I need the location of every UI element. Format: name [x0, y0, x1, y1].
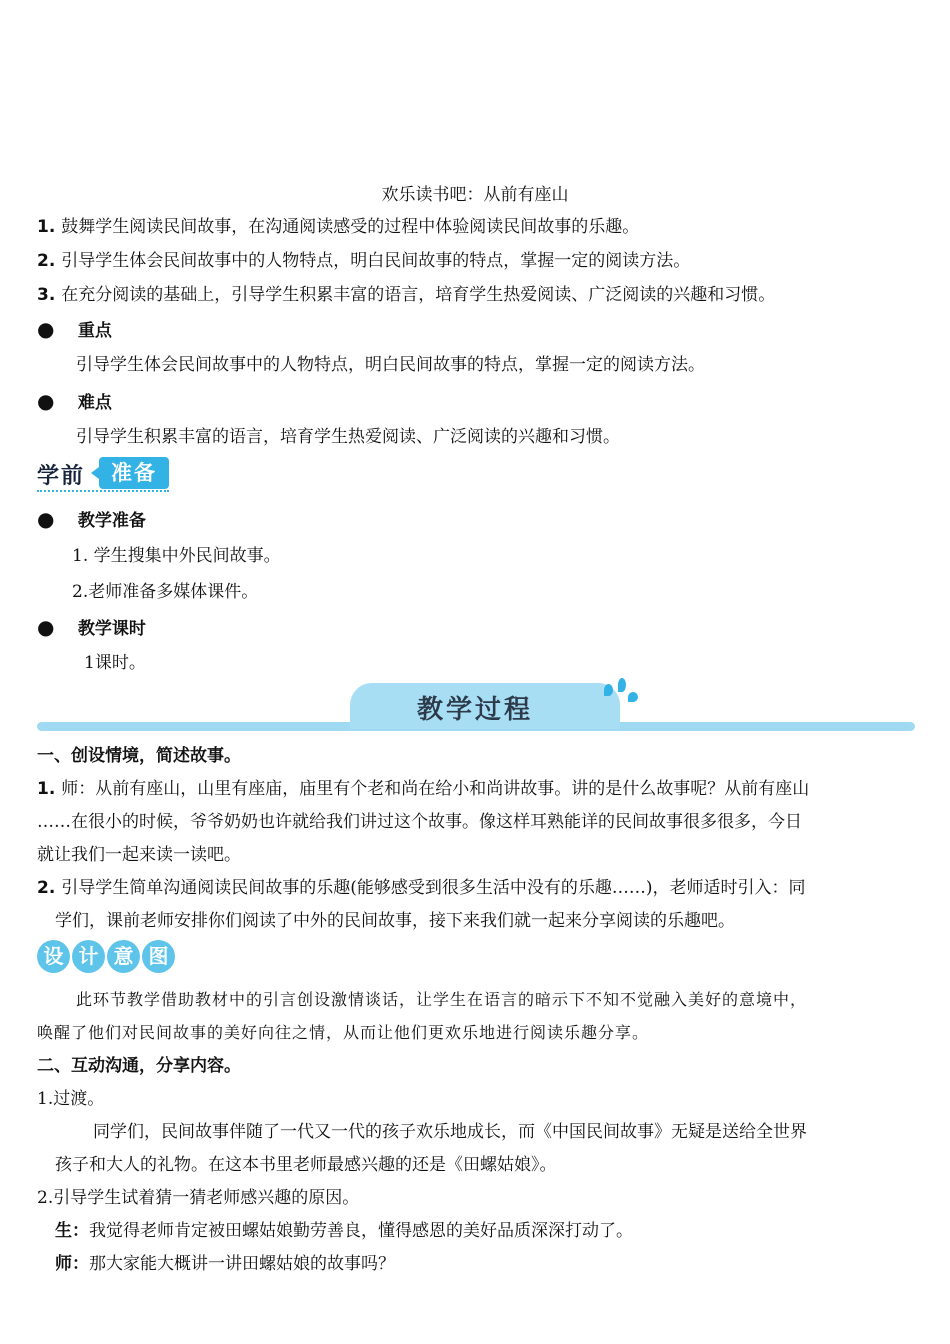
bullet-icon: ●	[37, 389, 55, 413]
water-drops-icon	[600, 678, 650, 718]
bullet-icon: ●	[37, 615, 55, 639]
student-response: 生：我觉得老师肯定被田螺姑娘勤劳善良，懂得感恩的美好品质深深打动了。	[55, 1221, 633, 1241]
design-intent-line1: 此环节教学借助教材中的引言创设激情谈话，让学生在语言的暗示下不知不觉融入美好的意境中，	[76, 990, 808, 1009]
teacher-question: 师：那大家能大概讲一讲田螺姑娘的故事吗？	[55, 1254, 395, 1274]
key-point-heading: ● 重点	[37, 317, 112, 341]
bullet-icon: ●	[37, 317, 55, 341]
bullet-icon: ●	[37, 507, 55, 531]
objective-2: 2. 引导学生体会民间故事中的人物特点，明白民间故事的特点，掌握一定的阅读方法。	[37, 251, 691, 271]
section-1-heading: 一、创设情境，简述故事。	[37, 746, 241, 766]
class-hours-heading: ● 教学课时	[37, 615, 146, 639]
design-intent-badge: 设 计 意 图	[37, 940, 177, 976]
divider	[37, 490, 169, 492]
section-1-p1-line2: ……在很小的时候，爷爷奶奶也许就给我们讲过这个故事。像这样耳熟能详的民间故事很多很多，今日	[37, 812, 802, 832]
key-point-text: 引导学生体会民间故事中的人物特点，明白民间故事的特点，掌握一定的阅读方法。	[76, 355, 705, 375]
section-2-item-1-line1: 同学们，民间故事伴随了一代又一代的孩子欢乐地成长，而《中国民间故事》无疑是送给全世界	[93, 1122, 807, 1142]
section-2-item-1: 1.过渡。	[37, 1089, 105, 1109]
difficulty-text: 引导学生积累丰富的语言，培育学生热爱阅读、广泛阅读的兴趣和习惯。	[76, 427, 620, 447]
class-hours-text: 1课时。	[84, 653, 146, 673]
process-banner: 教学过程	[350, 683, 630, 729]
section-2-item-1-line2: 孩子和大人的礼物。在这本书里老师最感兴趣的还是《田螺姑娘》。	[55, 1155, 557, 1175]
objective-1: 1. 鼓舞学生阅读民间故事，在沟通阅读感受的过程中体验阅读民间故事的乐趣。	[37, 217, 640, 237]
prep-badge: 学前 准备	[37, 457, 171, 493]
objective-3: 3. 在充分阅读的基础上，引导学生积累丰富的语言，培育学生热爱阅读、广泛阅读的兴趣和习惯。	[37, 285, 776, 305]
section-2-heading: 二、互动沟通，分享内容。	[37, 1056, 241, 1076]
page-title: 欢乐读书吧：从前有座山	[381, 185, 569, 205]
section-1-p1-line1: 1. 师：从前有座山，山里有座庙，庙里有个老和尚在给小和尚讲故事。讲的是什么故事呢？从前有座山	[37, 779, 810, 799]
teaching-prep-item-2: 2.老师准备多媒体课件。	[72, 582, 259, 602]
difficulty-heading: ● 难点	[37, 389, 112, 413]
design-intent-line2: 唤醒了他们对民间故事的美好向往之情，从而让他们更欢乐地进行阅读乐趣分享。	[37, 1023, 650, 1042]
teaching-prep-heading: ● 教学准备	[37, 507, 146, 531]
section-1-p1-line3: 就让我们一起来读一读吧。	[37, 845, 241, 865]
section-2-item-2: 2.引导学生试着猜一猜老师感兴趣的原因。	[37, 1188, 360, 1208]
section-1-p2-line1: 2. 引导学生简单沟通阅读民间故事的乐趣(能够感受到很多生活中没有的乐趣……)，老师适时引入：同	[37, 878, 806, 898]
section-1-p2-line2: 学们，课前老师安排你们阅读了中外的民间故事，接下来我们就一起来分享阅读的乐趣吧。	[55, 911, 735, 931]
teaching-prep-item-1: 1. 学生搜集中外民间故事。	[72, 546, 281, 566]
